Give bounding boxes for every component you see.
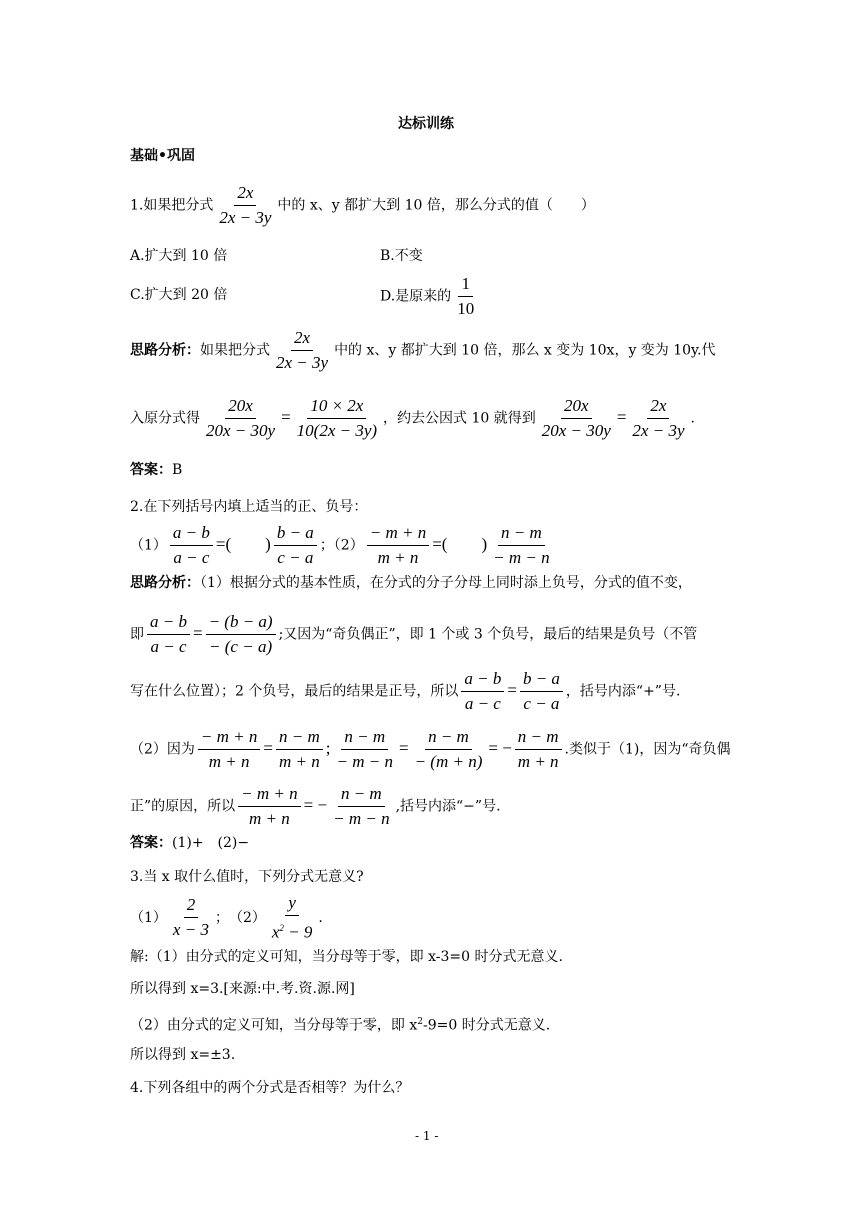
q2-analysis-line2: 即 $\frac{a - b}{a - c}$ = $\frac{- (b - a)}{- (c - a)}$ ;又因为“奇负偶正”，即 1 个或 3 个负号，最后的结果是负号（不管 (130, 612, 698, 656)
q2-parts: （1） $\frac{a - b}{a - c}$ =( ) $\frac{b - a}{c - a}$ ；（2） $\frac{- m + n}{m + n}$ =( ) $\frac{n - m}{- m - n}$ (130, 523, 550, 567)
q2-analysis-line5: 正”的原因，所以 $\frac{- m + n}{m + n}$ = − $\frac{n - m}{- m - n}$ ,括号内添“−”号. (130, 784, 501, 828)
page-title: 达标训练 (398, 116, 454, 132)
q3-solution-2: 所以得到 x=3.[来源:中.考.资.源.网] (130, 981, 355, 997)
q1-analysis-line1: 思路分析：如果把分式 $\frac{2x}{2x - 3y}$ 中的 x、y 都扩大到 10 倍，那么 x 变为 10x，y 变为 10y.代 (130, 328, 716, 372)
q2-analysis-line3: 写在什么位置）；2 个负号，最后的结果是正号，所以 $\frac{a - b}{a - c}$ = $\frac{b - a}{c - a}$ ，括号内添“+”号. (130, 669, 681, 713)
q2-analysis-line4: （2）因为 $\frac{- m + n}{m + n}$ = $\frac{n - m}{m + n}$ ; $\frac{n - m}{- m - n}$ = $\frac{n - m}{- (m + n)}$ = − $\frac{n - m}{m + n}$ .类似于（1)，因为“奇负偶 (130, 727, 731, 771)
q3-stem: 3.当 x 取什么值时，下列分式无意义? (130, 869, 364, 885)
page-number: - 1 - (415, 1129, 439, 1143)
q2-answer: 答案：(1)+ (2)− (130, 835, 250, 851)
q3-parts: （1） $\frac{2}{x - 3}$ ； （2） $\frac{y}{x^2 - 9}$ . (130, 893, 323, 942)
q1-option-a: A.扩大到 10 倍 (130, 248, 228, 264)
q1-option-d: D.是原来的 $\frac{1}{10}$ (380, 274, 475, 318)
q1-stem: 1.如果把分式 $\frac{2x}{2x - 3y}$ 中的 x、y 都扩大到 10 倍，那么分式的值（ ） (130, 183, 595, 227)
q3-solution-1: 解:（1）由分式的定义可知，当分母等于零，即 x-3=0 时分式无意义. (130, 949, 563, 965)
q2-stem: 2.在下列括号内填上适当的正、负号： (130, 499, 368, 515)
q1-option-c: C.扩大到 20 倍 (130, 287, 228, 303)
q2-analysis-line1: 思路分析：（1）根据分式的基本性质，在分式的分子分母上同时添上负号，分式的值不变， (130, 575, 692, 591)
q1-analysis-line2: 入原分式得 $\frac{20x}{20x - 30y}$ = $\frac{10 \times 2x}{10(2x - 3y)}$ ，约去公因式 10 就得到 $\frac{20x}{20x - 30y}$ = $\frac{2x}{2x - 3y}$ . (130, 396, 695, 440)
section-heading: 基础•巩固 (130, 148, 195, 164)
fraction: $\frac{2x}{2x - 3y}$ (219, 183, 272, 227)
q1-answer: 答案：B (130, 462, 183, 478)
q4-stem: 4.下列各组中的两个分式是否相等？为什么？ (130, 1080, 410, 1096)
q3-solution-3: （2）由分式的定义可知，当分母等于零，即 $x^2-9=0$ 时分式无意义. (130, 1017, 551, 1034)
q1-option-b: B.不变 (380, 248, 423, 264)
q3-solution-4: 所以得到 x=±3. (130, 1047, 236, 1063)
